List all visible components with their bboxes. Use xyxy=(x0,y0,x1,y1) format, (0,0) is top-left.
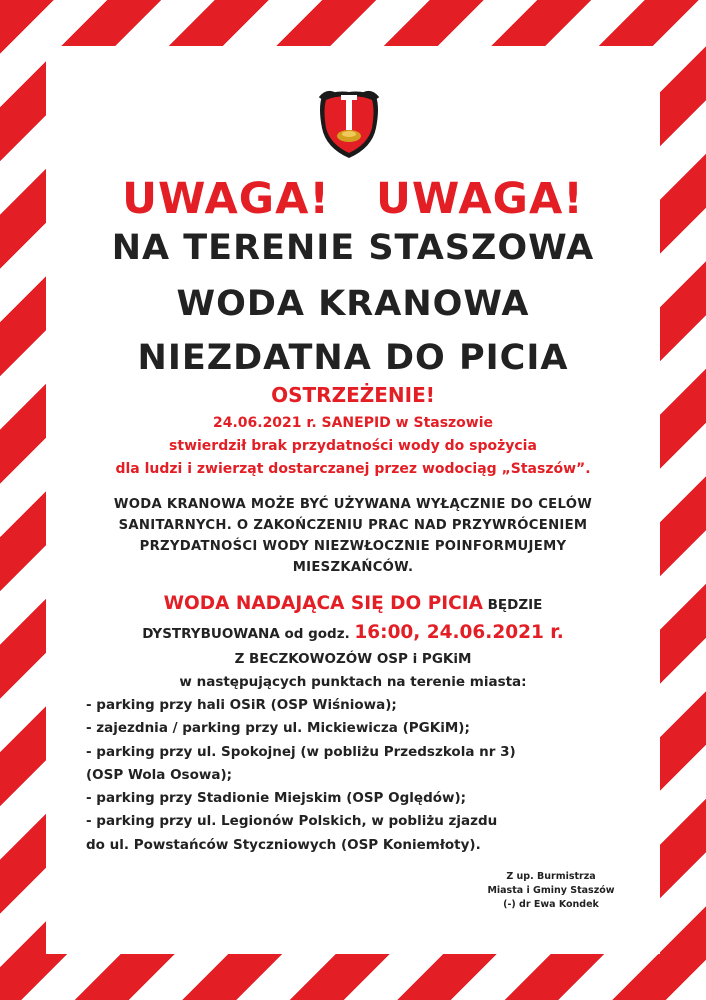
distribution-from: od godz. xyxy=(279,626,355,642)
headline-line-1: NA TERENIE STASZOWA xyxy=(111,228,595,268)
distribution-datetime: 16:00, 24.06.2021 r. xyxy=(354,622,564,643)
warning-word-right: UWAGA! xyxy=(375,174,584,224)
headline-line-3: NIEZDATNA DO PICIA xyxy=(137,338,569,378)
list-item: - zajezdnia / parking przy ul. Mickiewicza (PGKiM); xyxy=(86,720,470,737)
list-item: - parking przy ul. Spokojnej (w pobliżu Przedszkola nr 3) xyxy=(86,743,516,760)
sanepid-line: 24.06.2021 r. SANEPID w Staszowie xyxy=(212,415,494,431)
warning-word-left: UWAGA! xyxy=(122,174,330,224)
coat-of-arms-icon xyxy=(316,88,382,160)
notice-line: PRZYDATNOŚCI WODY NIEZWŁOCZNIE POINFORMUJEMY xyxy=(139,539,567,554)
distribution-source: Z BECZKOWOZÓW OSP i PGKiM xyxy=(234,651,472,667)
drinking-water-label: WODA NADAJĄCA SIĘ DO PICIA xyxy=(163,593,483,614)
distribution-points-list xyxy=(86,694,646,857)
list-item: - parking przy ul. Legionów Polskich, w pobliżu zjazdu xyxy=(86,813,498,830)
notice-line: SANITARNYCH. O ZAKOŃCZENIU PRAC NAD PRZYWRÓCENIEM xyxy=(118,518,588,533)
notice-line: WODA KRANOWA MOŻE BYĆ UŻYWANA WYŁĄCZNIE DO CELÓW xyxy=(113,497,593,512)
distribution-points-intro: w następujących punktach na terenie miasta: xyxy=(179,674,527,690)
sanepid-statement xyxy=(46,412,660,481)
distribution-lead xyxy=(46,590,660,619)
usage-notice xyxy=(76,494,630,578)
list-item: (OSP Wola Osowa); xyxy=(86,766,233,783)
list-item: - parking przy hali OSiR (OSP Wiśniowa); xyxy=(86,697,397,713)
signature-block xyxy=(466,870,636,912)
signature-line: (-) dr Ewa Kondek xyxy=(503,899,599,910)
signature-line: Miasta i Gminy Staszów xyxy=(487,885,615,896)
list-item: do ul. Powstańców Styczniowych (OSP Koniemłoty). xyxy=(86,836,481,853)
distribution-time xyxy=(46,619,660,648)
signature-line: Z up. Burmistrza xyxy=(506,871,596,882)
alert-title: OSTRZEŻENIE! xyxy=(271,383,435,407)
distribution-word: DYSTRYBUOWANA xyxy=(142,626,280,642)
list-item: - parking przy Stadionie Miejskim (OSP Oględów); xyxy=(86,790,467,807)
warning-heading xyxy=(46,174,660,224)
sanepid-line: dla ludzi i zwierząt dostarczanej przez wodociąg „Staszów”. xyxy=(115,461,591,477)
notice-line: MIESZKAŃCÓW. xyxy=(292,560,414,575)
sanepid-line: stwierdził brak przydatności wody do spożycia xyxy=(169,438,537,454)
distribution-lead-rest: BĘDZIE xyxy=(482,597,543,613)
notice-panel xyxy=(46,46,660,954)
headline-line-2: WODA KRANOWA xyxy=(176,284,530,324)
